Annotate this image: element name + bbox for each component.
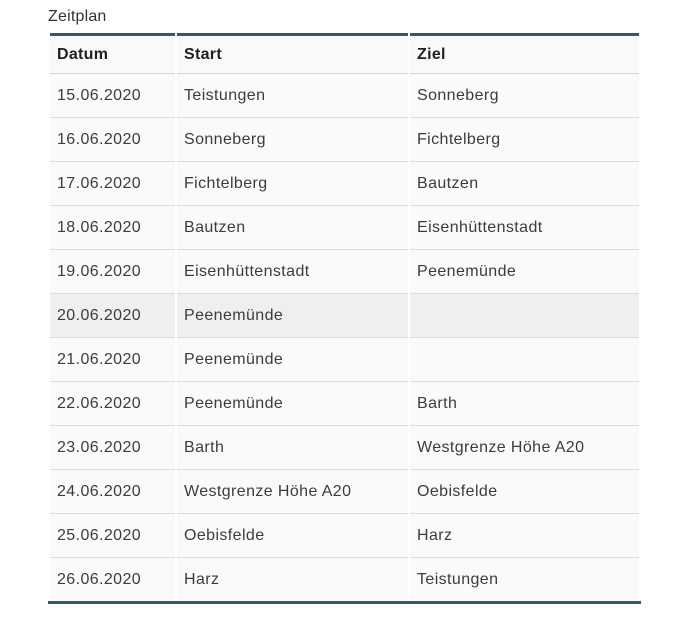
table-row xyxy=(50,426,639,470)
cell-datum: 26.06.2020 xyxy=(50,558,175,601)
table-row xyxy=(50,382,639,426)
zeitplan-table xyxy=(48,33,641,604)
table-row xyxy=(50,514,639,558)
cell-ziel: Harz xyxy=(410,514,639,558)
table-row xyxy=(50,162,639,206)
cell-start: Harz xyxy=(177,558,408,601)
cell-start: Peenemünde xyxy=(177,382,408,426)
table-row xyxy=(50,338,639,382)
column-header-start: Start xyxy=(177,33,408,74)
table-row xyxy=(50,206,639,250)
cell-ziel: Oebisfelde xyxy=(410,470,639,514)
cell-datum: 21.06.2020 xyxy=(50,338,175,382)
page-title: Zeitplan xyxy=(48,8,107,25)
cell-datum: 20.06.2020 xyxy=(50,294,175,338)
cell-ziel: Fichtelberg xyxy=(410,118,639,162)
table-row xyxy=(50,118,639,162)
cell-start: Peenemünde xyxy=(177,294,408,338)
cell-datum: 18.06.2020 xyxy=(50,206,175,250)
cell-start: Teistungen xyxy=(177,74,408,118)
column-header-ziel: Ziel xyxy=(410,33,639,74)
cell-datum: 22.06.2020 xyxy=(50,382,175,426)
cell-datum: 25.06.2020 xyxy=(50,514,175,558)
cell-start: Sonneberg xyxy=(177,118,408,162)
cell-start: Westgrenze Höhe A20 xyxy=(177,470,408,514)
table-header-row xyxy=(50,33,639,74)
column-header-datum: Datum xyxy=(50,33,175,74)
cell-start: Eisenhüttenstadt xyxy=(177,250,408,294)
cell-ziel: Sonneberg xyxy=(410,74,639,118)
cell-start: Barth xyxy=(177,426,408,470)
table-body xyxy=(50,74,639,601)
cell-ziel: Bautzen xyxy=(410,162,639,206)
table-row xyxy=(50,470,639,514)
cell-ziel xyxy=(410,338,639,382)
cell-datum: 17.06.2020 xyxy=(50,162,175,206)
cell-ziel xyxy=(410,294,639,338)
cell-ziel: Barth xyxy=(410,382,639,426)
cell-start: Fichtelberg xyxy=(177,162,408,206)
cell-datum: 16.06.2020 xyxy=(50,118,175,162)
table-row xyxy=(50,74,639,118)
cell-ziel: Westgrenze Höhe A20 xyxy=(410,426,639,470)
cell-datum: 23.06.2020 xyxy=(50,426,175,470)
cell-start: Oebisfelde xyxy=(177,514,408,558)
cell-datum: 19.06.2020 xyxy=(50,250,175,294)
cell-start: Peenemünde xyxy=(177,338,408,382)
cell-start: Bautzen xyxy=(177,206,408,250)
cell-ziel: Peenemünde xyxy=(410,250,639,294)
cell-ziel: Teistungen xyxy=(410,558,639,601)
table-row xyxy=(50,294,639,338)
table-row xyxy=(50,250,639,294)
cell-datum: 15.06.2020 xyxy=(50,74,175,118)
cell-ziel: Eisenhüttenstadt xyxy=(410,206,639,250)
cell-datum: 24.06.2020 xyxy=(50,470,175,514)
table-row xyxy=(50,558,639,601)
